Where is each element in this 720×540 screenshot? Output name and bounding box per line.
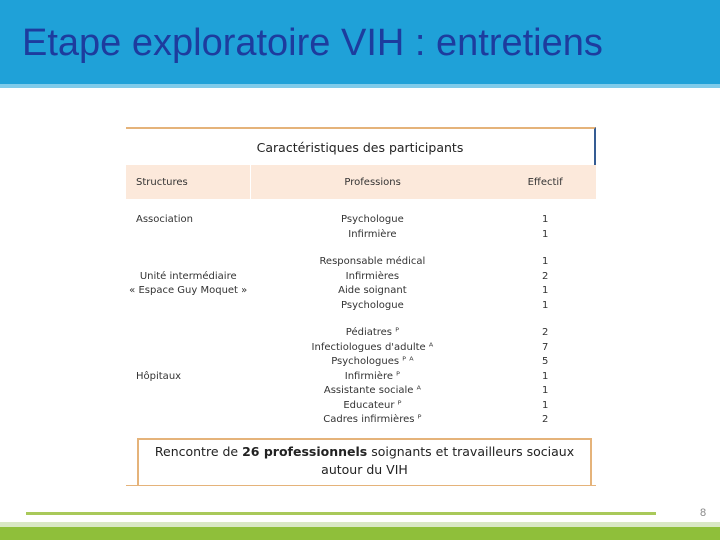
slide-header bbox=[0, 0, 720, 88]
summary-underline bbox=[126, 485, 596, 486]
table-header-row bbox=[126, 165, 596, 199]
counts-cell bbox=[494, 326, 596, 436]
count-line: 1 bbox=[541, 399, 549, 411]
count-line: 1 bbox=[541, 385, 549, 396]
profession-line: Pédiatres ᴾ bbox=[345, 327, 399, 338]
structure-cell bbox=[126, 199, 250, 255]
count-line: 2 bbox=[541, 414, 549, 425]
structure-cell bbox=[126, 255, 250, 326]
participants-table-container bbox=[126, 127, 596, 436]
footer-divider bbox=[26, 512, 656, 515]
summary-bold: 26 professionnels bbox=[242, 444, 368, 459]
profession-line: Infirmières bbox=[345, 270, 400, 282]
summary-line-1 bbox=[139, 443, 590, 461]
table-row bbox=[126, 326, 596, 436]
professions-cell bbox=[250, 199, 494, 255]
summary-line-2: autour du VIH bbox=[321, 462, 408, 477]
header-professions: Professions bbox=[250, 165, 494, 199]
profession-line: Infirmière bbox=[348, 228, 397, 240]
profession-line: Psychologue bbox=[341, 214, 404, 225]
count-line: 1 bbox=[541, 228, 549, 240]
count-line: 1 bbox=[541, 256, 549, 267]
counts-cell bbox=[494, 255, 596, 326]
count-line: 2 bbox=[541, 327, 549, 338]
count-line: 5 bbox=[541, 356, 549, 367]
profession-line: Responsable médical bbox=[319, 256, 426, 267]
header-structures: Structures bbox=[126, 165, 250, 199]
table-row bbox=[126, 255, 596, 326]
summary-box bbox=[137, 438, 592, 486]
table-caption: Caractéristiques des participants bbox=[126, 127, 596, 165]
structure-line: « Espace Guy Moquet » bbox=[129, 285, 248, 296]
count-line: 1 bbox=[541, 299, 549, 311]
count-line: 1 bbox=[541, 285, 549, 296]
participants-table bbox=[126, 165, 596, 436]
professions-cell bbox=[250, 255, 494, 326]
professions-cell bbox=[250, 326, 494, 436]
slide-title: Etape exploratoire VIH : entretiens bbox=[22, 22, 603, 64]
count-line: 7 bbox=[541, 341, 549, 353]
structure-line: Association bbox=[136, 214, 193, 225]
profession-line: Cadres infirmières ᴾ bbox=[323, 414, 422, 425]
profession-line: Assistante sociale ᴬ bbox=[323, 385, 421, 396]
structure-line: Unité intermédiaire bbox=[139, 270, 237, 282]
profession-line: Infectiologues d'adulte ᴬ bbox=[311, 341, 434, 353]
summary-suffix: soignants et travailleurs sociaux bbox=[367, 444, 575, 459]
profession-line: Educateur ᴾ bbox=[343, 399, 402, 411]
profession-line: Psychologues ᴾ ᴬ bbox=[331, 356, 414, 367]
header-effectif: Effectif bbox=[494, 165, 596, 199]
count-line: 1 bbox=[541, 214, 549, 225]
profession-line: Aide soignant bbox=[338, 285, 407, 296]
structure-cell bbox=[126, 326, 250, 436]
count-line: 2 bbox=[541, 270, 549, 282]
profession-line: Infirmière ᴾ bbox=[344, 370, 400, 382]
counts-cell bbox=[494, 199, 596, 255]
summary-prefix: Rencontre de bbox=[154, 444, 243, 459]
footer-bar bbox=[0, 522, 720, 540]
count-line: 1 bbox=[541, 370, 549, 382]
structure-line: Hôpitaux bbox=[136, 370, 182, 382]
table-row bbox=[126, 199, 596, 255]
page-number: 8 bbox=[700, 507, 707, 519]
profession-line: Psychologue bbox=[341, 299, 404, 311]
